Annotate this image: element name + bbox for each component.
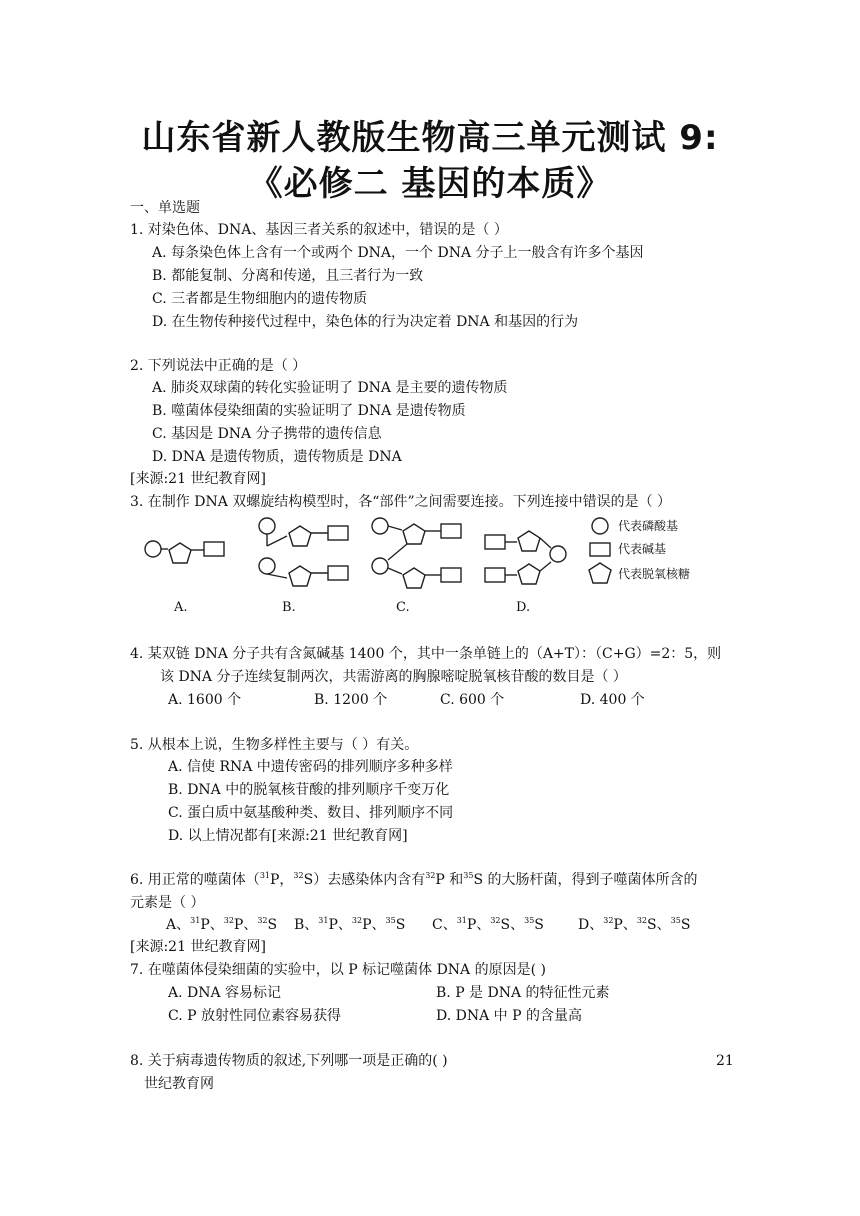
q6-stem-line2: 元素是（ ） xyxy=(130,895,205,911)
legend-sugar-shape xyxy=(589,563,611,583)
q1-option-c: C. 三者都是生物细胞内的遗传物质 xyxy=(152,291,368,307)
page-title-line1: 山东省新人教版生物高三单元测试 9: xyxy=(141,118,719,158)
q8-stem: 8. 关于病毒遗传物质的叙述,下列哪一项是正确的( ) xyxy=(130,1053,448,1069)
q3-label-c: C. xyxy=(396,600,410,615)
q1-option-d: D. 在生物传种接代过程中，染色体的行为决定着 DNA 和基因的行为 xyxy=(152,314,579,330)
nucleotide-connection-diagram xyxy=(138,512,718,598)
source-note-1: [来源:21 世纪教育网] xyxy=(130,471,266,487)
q5-option-b: B. DNA 中的脱氧核苷酸的排列顺序千变万化 xyxy=(168,782,450,798)
q2-option-c: C. 基因是 DNA 分子携带的遗传信息 xyxy=(152,426,382,442)
q7-option-b: B. P 是 DNA 的特征性元素 xyxy=(436,985,610,1001)
q4-option-b: B. 1200 个 xyxy=(314,692,388,708)
q2-stem: 2. 下列说法中正确的是（ ） xyxy=(130,358,307,374)
q7-option-c: C. P 放射性同位素容易获得 xyxy=(168,1008,341,1024)
section-heading: 一、单选题 xyxy=(130,200,200,216)
option-d-structure xyxy=(485,531,566,584)
q6-option-a: A、$^{31}$P、$^{32}$P、$^{32}$S xyxy=(166,916,278,933)
q4-stem-line1: 4. 某双链 DNA 分子共有含氮碱基 1400 个，其中一条单链上的（A+T）：（C+G）=2：5，则 xyxy=(130,646,722,662)
q3-stem: 3. 在制作 DNA 双螺旋结构模型时，各“部件”之间需要连接。下列连接中错误的是（ ） xyxy=(130,494,672,510)
q1-stem: 1. 对染色体、DNA、基因三者关系的叙述中，错误的是（ ） xyxy=(130,222,508,238)
q5-option-a: A. 信使 RNA 中遗传密码的排列顺序多种多样 xyxy=(168,759,453,775)
source-note-2: [来源:21 世纪教育网] xyxy=(130,939,266,955)
legend-phosphate-label: 代表磷酸基 xyxy=(618,519,679,533)
q7-stem: 7. 在噬菌体侵染细菌的实验中，以 P 标记噬菌体 DNA 的原因是( ) xyxy=(130,962,546,978)
q2-option-a: A. 肺炎双球菌的转化实验证明了 DNA 是主要的遗传物质 xyxy=(152,380,508,396)
option-b-structure xyxy=(259,518,348,586)
q1-option-b: B. 都能复制、分离和传递，且三者行为一致 xyxy=(152,268,424,284)
legend-base-shape xyxy=(590,543,610,556)
q5-stem: 5. 从根本上说，生物多样性主要与（ ）有关。 xyxy=(130,737,419,753)
q8-watermark-text: 世纪教育网 xyxy=(144,1076,214,1092)
q4-option-d: D. 400 个 xyxy=(580,692,645,708)
q1-option-a: A. 每条染色体上含有一个或两个 DNA，一个 DNA 分子上一般含有许多个基因 xyxy=(152,245,644,261)
q2-option-b: B. 噬菌体侵染细菌的实验证明了 DNA 是遗传物质 xyxy=(152,403,466,419)
q8-watermark-number: 21 xyxy=(716,1053,734,1069)
legend-sugar-label: 代表脱氧核糖 xyxy=(618,567,691,581)
q4-stem-line2: 该 DNA 分子连续复制两次，共需游离的胸腺嘧啶脱氧核苷酸的数目是（ ） xyxy=(160,669,627,685)
q3-label-b: B. xyxy=(282,600,296,615)
q7-option-a: A. DNA 容易标记 xyxy=(168,985,282,1001)
legend-phosphate-shape xyxy=(592,518,608,534)
q5-option-c: C. 蛋白质中氨基酸种类、数目、排列顺序不同 xyxy=(168,805,454,821)
q5-option-d: D. 以上情况都有[来源:21 世纪教育网] xyxy=(168,828,408,844)
q3-label-d: D. xyxy=(516,600,531,615)
q3-label-a: A. xyxy=(174,600,188,615)
option-c-structure xyxy=(372,518,461,588)
q2-option-d: D. DNA 是遗传物质，遗传物质是 DNA xyxy=(152,449,402,465)
q6-option-d: D、$^{32}$P、$^{32}$S、$^{35}$S xyxy=(578,916,691,933)
q4-option-a: A. 1600 个 xyxy=(168,692,242,708)
legend-base-label: 代表碱基 xyxy=(618,542,667,556)
q6-option-c: C、$^{31}$P、$^{32}$S、$^{35}$S xyxy=(432,916,544,933)
page-title-line2: 《必修二 基因的本质》 xyxy=(248,164,612,204)
q6-option-b: B、$^{31}$P、$^{32}$P、$^{35}$S xyxy=(294,916,406,933)
option-a-structure xyxy=(145,541,224,563)
q4-option-c: C. 600 个 xyxy=(440,692,505,708)
q6-stem-line1: 6. 用正常的噬菌体（$^{31}$P，$^{32}$S）去感染体内含有$^{32}$P 和$^{35}$S 的大肠杆菌，得到子噬菌体所含的 xyxy=(130,871,698,888)
q7-option-d: D. DNA 中 P 的含量高 xyxy=(436,1008,582,1024)
